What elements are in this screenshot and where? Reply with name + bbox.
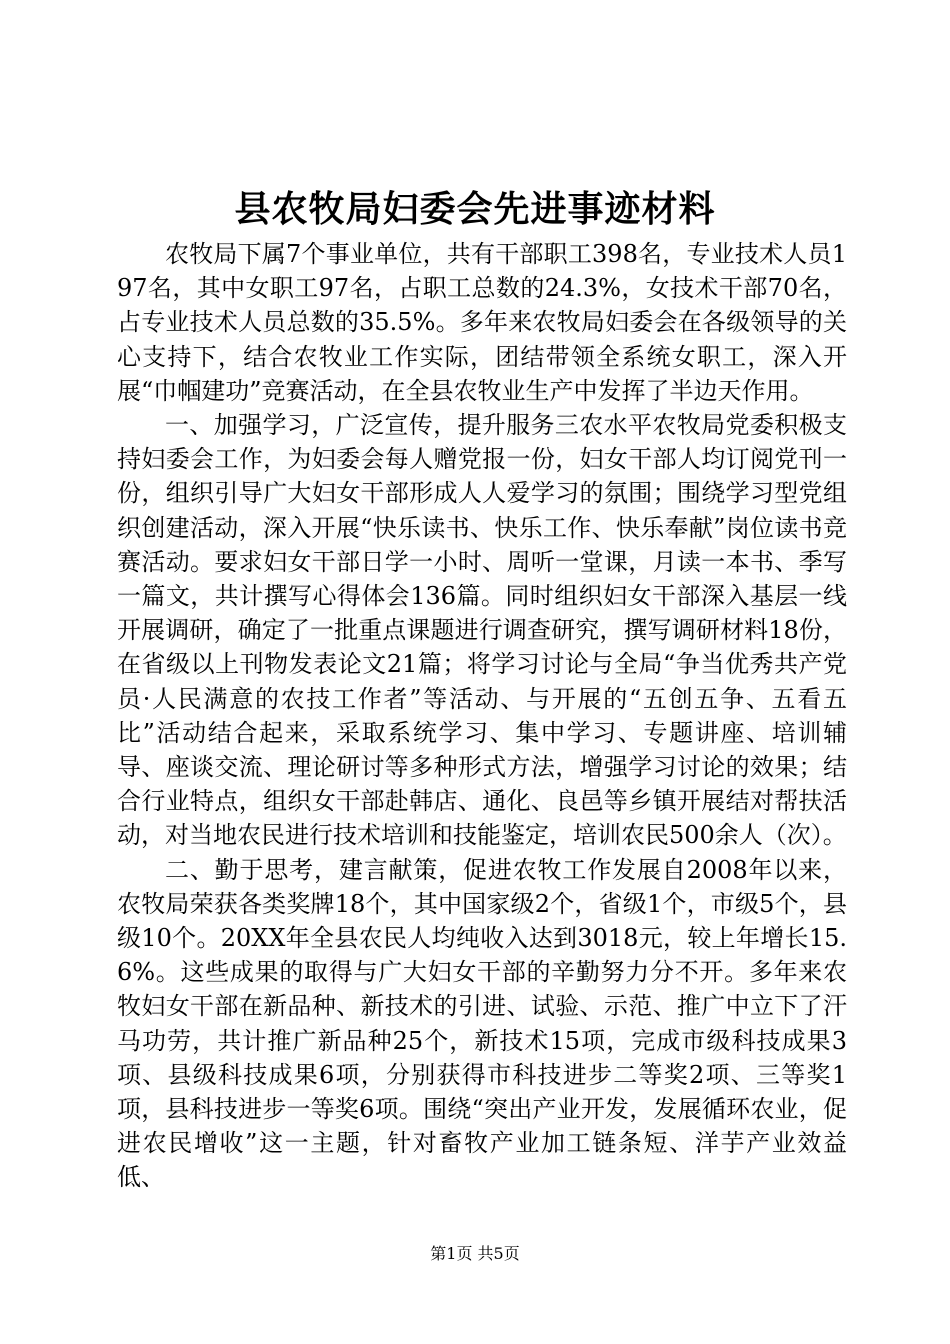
paragraph-intro: 农牧局下属7个事业单位，共有干部职工398名，专业技术人员197名，其中女职工97名，占职工总数的24.3%，女技术干部70名，占专业技术人员总数的35.5%。多年来农牧局妇委会在各级领导的关心支持下，结合农牧业工作实际，团结带领全系统女职工，深入开展“巾帼建功”竞赛活动，在全县农牧业生产中发挥了半边天作用。: [117, 240, 847, 405]
paragraph-section-one: 一、加强学习，广泛宣传，提升服务三农水平农牧局党委积极支持妇委会工作，为妇委会每人赠党报一份，妇女干部人均订阅党刊一份，组织引导广大妇女干部形成人人爱学习的氛围；围绕学习型党组织创建活动，深入开展“快乐读书、快乐工作、快乐奉献”岗位读书竞赛活动。要求妇女干部日学一小时、周听一堂课，月读一本书、季写一篇文，共计撰写心得体会136篇。同时组织妇女干部深入基层一线开展调研，确定了一批重点课题进行调查研究，撰写调研材料18份，在省级以上刊物发表论文21篇；将学习讨论与全局“争当优秀共产党员·人民满意的农技工作者”等活动、与开展的“五创五争、五看五比”活动结合起来，采取系统学习、集中学习、专题讲座、培训辅导、座谈交流、理论研讨等多种形式方法，增强学习讨论的效果；结合行业特点，组织女干部赴韩店、通化、良邑等乡镇开展结对帮扶活动，对当地农民进行技术培训和技能鉴定，培训农民500余人（次）。: [117, 411, 847, 850]
paragraph-section-two: 二、勤于思考，建言献策，促进农牧工作发展自2008年以来，农牧局荣获各类奖牌18个，其中国家级2个，省级1个，市级5个，县级10个。20XX年全县农民人均纯收入达到3018元，较上年增长15.6%。这些成果的取得与广大妇女干部的辛勤努力分不开。多年来农牧妇女干部在新品种、新技术的引进、试验、示范、推广中立下了汗马功劳，共计推广新品种25个，新技术15项，完成市级科技成果3项、县级科技成果6项，分别获得市科技进步二等奖2项、三等奖1项，县科技进步一等奖6项。围绕“突出产业开发，发展循环农业，促进农民增收”这一主题，针对畜牧产业加工链条短、洋芋产业效益低、: [117, 855, 847, 1192]
document-title: 县农牧局妇委会先进事迹材料: [234, 188, 716, 230]
page-number-footer: 第1页 共5页: [430, 1244, 520, 1263]
document-body: [117, 237, 847, 1195]
